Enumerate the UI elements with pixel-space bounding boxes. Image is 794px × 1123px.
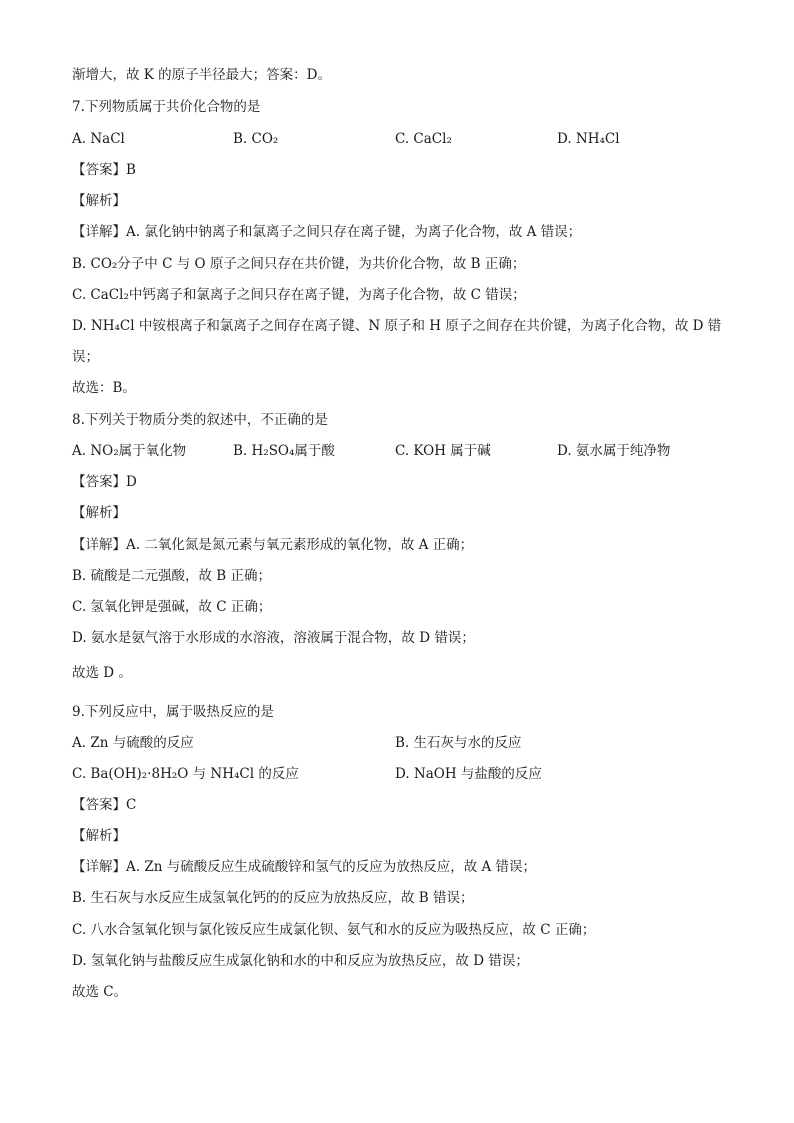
q9-option-a: A. Zn 与硫酸的反应 — [72, 735, 194, 751]
conclusion-line: 故选：B。 — [72, 380, 136, 396]
explanation-line: D. NH₄Cl 中铵根离子和氯离子之间存在离子键、N 原子和 H 原子之间存在共价键，为离子化合物，故 D 错 — [72, 318, 722, 334]
text-line: 渐增大，故 K 的原子半径最大；答案：D。 — [72, 67, 331, 83]
question-8-stem: 8.下列关于物质分类的叙述中，不正确的是 — [72, 412, 328, 428]
analysis-label: 【解析】 — [72, 828, 126, 844]
q7-option-d: D. NH₄Cl — [557, 131, 620, 147]
question-7-stem: 7.下列物质属于共价化合物的是 — [72, 99, 261, 115]
q8-option-d: D. 氨水属于纯净物 — [557, 443, 671, 459]
explanation-line: 【详解】A. Zn 与硫酸反应生成硫酸锌和氢气的反应为放热反应，故 A 错误； — [72, 859, 537, 875]
question-9-stem: 9.下列反应中，属于吸热反应的是 — [72, 704, 274, 720]
analysis-label: 【解析】 — [72, 505, 126, 521]
explanation-line: B. 生石灰与水反应生成氢氧化钙的的反应为放热反应，故 B 错误； — [72, 890, 474, 906]
q9-option-b: B. 生石灰与水的反应 — [395, 735, 522, 751]
explanation-line: D. 氢氧化钠与盐酸反应生成氯化钠和水的中和反应为放热反应，故 D 错误； — [72, 953, 529, 969]
q9-option-d: D. NaOH 与盐酸的反应 — [395, 766, 542, 782]
explanation-line: B. 硫酸是二元强酸，故 B 正确； — [72, 568, 272, 584]
explanation-line: 误； — [72, 349, 99, 365]
q8-option-a: A. NO₂属于氧化物 — [72, 443, 187, 459]
explanation-line: B. CO₂分子中 C 与 O 原子之间只存在共价键，为共价化合物，故 B 正确； — [72, 256, 526, 272]
explanation-line: C. 氢氧化钾是强碱，故 C 正确； — [72, 599, 272, 615]
explanation-line: D. 氨水是氨气溶于水形成的水溶液，溶液属于混合物，故 D 错误； — [72, 630, 475, 646]
q7-option-b: B. CO₂ — [233, 131, 279, 147]
explanation-line: 【详解】A. 氯化钠中钠离子和氯离子之间只存在离子键，为离子化合物，故 A 错误； — [72, 224, 582, 240]
q8-option-c: C. KOH 属于碱 — [395, 443, 491, 459]
answer-label: 【答案】B — [72, 162, 136, 178]
q7-option-c: C. CaCl₂ — [395, 131, 452, 147]
q8-option-b: B. H₂SO₄属于酸 — [233, 443, 335, 459]
conclusion-line: 故选 D 。 — [72, 665, 132, 681]
analysis-label: 【解析】 — [72, 193, 126, 209]
explanation-line: C. 八水合氢氧化钡与氯化铵反应生成氯化钡、氨气和水的反应为吸热反应，故 C 正确； — [72, 922, 596, 938]
q9-option-c: C. Ba(OH)₂·8H₂O 与 NH₄Cl 的反应 — [72, 766, 299, 782]
answer-label: 【答案】C — [72, 797, 137, 813]
conclusion-line: 故选 C。 — [72, 984, 128, 1000]
explanation-line: C. CaCl₂中钙离子和氯离子之间只存在离子键，为离子化合物，故 C 错误； — [72, 287, 526, 303]
explanation-line: 【详解】A. 二氧化氮是氮元素与氧元素形成的氧化物，故 A 正确； — [72, 537, 474, 553]
answer-label: 【答案】D — [72, 474, 137, 490]
q7-option-a: A. NaCl — [72, 131, 125, 147]
